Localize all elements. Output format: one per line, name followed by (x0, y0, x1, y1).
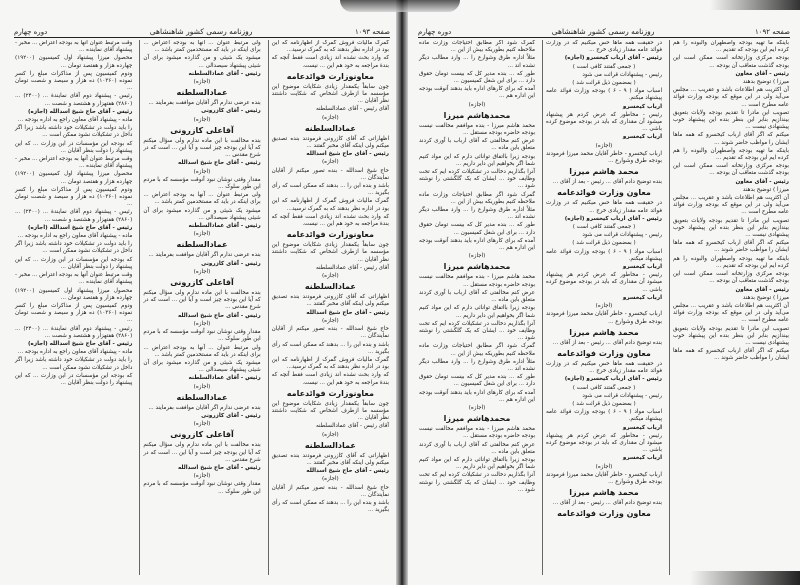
paragraph: گمرک شود اگر مطابق احتیاجات وزارت ماده ملاحظه کنیم بطوریکه بیش از این ... (419, 191, 535, 205)
paragraph: تصویب این مادرا تا تقدیم بودجه ولایات بتعویق بیندازیم بنابر این بنظر بنده این پیشنهاد خوب پیشنهادی نیست ... (673, 217, 789, 239)
speaker-line: رئیس - آقای ارباب کیخسرو (اجازه) (564, 55, 662, 62)
paragraph: میشود یک شیئی و من گذارده میشود برای آن شیئی پیشنهاد سیصدالی ... (143, 359, 261, 374)
paragraph: ولی مرتبط عنوان ... آنها به بودجه اعتراض ... برای اینکه در باید که مستخدمین کمتر باشد ... (143, 344, 261, 358)
paragraph: اسباب مواد ( ۹ - ۶ ) بودجه وزارت فوائد عامه پیشنهاد میکنم. (546, 88, 662, 102)
text-column (268, 40, 392, 575)
paragraph: چون سابقاً یکمقدار زیادی شکایات موضوع این مؤسسه ما ازطرف اشخاص که شکایت داشتند نظر آقایان ... (271, 83, 389, 105)
speaker-line: رئیس - آقای حاج شیخ اسدالله (اجازه) (28, 224, 133, 231)
paragraph: عرض کنم مخالفتی که آقای ارباب با آوری کردند متعلق باین ماده ... (419, 289, 535, 304)
paragraph: ماده - پیشنهاد آقای معاون راجع به اداره بودجه ... (17, 233, 133, 240)
speaker-line: رئیس - آقای کازرونی (201, 412, 261, 419)
speaker-line: رئیس - آقای ارباب کیخسرو (اجازه) (564, 215, 662, 222)
section-heading: آقاعلی کازرونی (170, 278, 234, 288)
paragraph: آنرا بگذاریم دخالت در تشکیلات کرده ایم که تحت وظایف خود ... ایشان که یک گلگشتی را نوشته شود ... (419, 320, 535, 342)
speaker-line: ارباب کیخسرو (622, 294, 662, 301)
paragraph: میکنم که اگر آقای ارباب کیخسرو که همه ماها ایشان را مواظب حاضر شوند ... (673, 132, 789, 146)
paragraph: طور که ... بنده مدیر کل که بیست تومان حقوق دارد ... برای این شغل کمیسیون ... (419, 374, 535, 388)
paragraph: محمد هاشم میرزا - بنده موافقم مخالفت نیست بودجه حاضره بودجه مستقل ... (419, 426, 535, 440)
paragraph: آنرا بگذاریم دخالت در تشکیلات کرده ایم که تحت وظایف خود ... ایشان که یک گلگشتی را نوشته شود ... (419, 169, 535, 190)
paragraph: حاج شیخ اسدالله - بنده تصور میکنم از آقایان نمایندگان ... (271, 484, 389, 498)
paragraph: آمده که برای کارهای اداره باید بدهند آنوقت بودجه این اداره هم ... (419, 86, 535, 100)
speaker-line: رئیس - آقای حاج شیخ اسدالله (306, 151, 389, 158)
speaker-line: رئیس - آقای حاج شیخ اسدالله (اجازه) (28, 108, 133, 115)
paragraph: ماده - پیشنهاد آقای معاون راجع به اداره بودجه ... (17, 349, 133, 356)
stage-note: (اجازه) (321, 317, 339, 324)
speaker-line: رئیس - آقای عمادالسلطنه (188, 223, 261, 230)
stage-note: ( بمضمون ذیل قرائت شد ) (572, 400, 636, 407)
paragraph: حاج شیخ اسدالله - بنده تصور میکنم از آقایان نمایندگان ... (271, 167, 389, 181)
text-column (139, 40, 263, 575)
binding-shadow (340, 0, 460, 12)
paragraph: مقدار وقتی نوشان نبود آنوقت مؤسسه که با مردم این طور سلوک ... (143, 329, 261, 343)
paragraph: اسباب مواد ( ۹ - ۶ ) بودجه وزارت فوائد عامه پیشنهاد میکنم. (546, 409, 662, 423)
paragraph: بنده مخالفت با این ماده ندارم ولی سؤال میکنم که آیا این بودجه چیز است و آیا این ... است که در شرع مقدس ... (143, 290, 261, 311)
stage-note: (اجازه) (595, 303, 613, 310)
column-container (416, 40, 792, 575)
speaker-line: رئیس - آقای کازرونی (201, 108, 261, 115)
paragraph: رئیس - پیشنهاد دوم آقای نمایندهٔ ... (۲۴۰۰) ... (۲۸۶۰) هفتهزار و هشتصد و شصت ... (15, 209, 133, 223)
speaker-line: رئیس - آقای حاج شیخ اسدالله (177, 312, 261, 319)
speaker-line: رئیس - آقای معاون (735, 70, 789, 77)
section-heading: معاون وزارت فوائدعامه (557, 509, 651, 519)
speaker-line: ارباب کیخسرو (622, 424, 662, 431)
paragraph: رئیس - پیشنهادات قرائت می شود (582, 71, 662, 78)
paragraph: بنده مخالفت با این ماده ندارم ولی سؤال میکنم که آیا این بودجه چیز است و آیا این ... است که در شرع مقدس ... (143, 442, 261, 463)
speaker-line: ارباب کیخسرو (622, 264, 662, 271)
stage-note: (اجازه) (193, 168, 211, 175)
paragraph: را باید دولت در تشکیلات خود داشته باشد زیرا اگر داخل در تشکیلات نشود ممکن است ... (15, 125, 133, 139)
text-column (669, 40, 792, 575)
paragraph: که وارد بحث نشده اند زیادی است فقط آنچه که بندهٔ مراجعه به خود هم این ... نیست. (271, 55, 389, 69)
paragraph: عرض کنم مخالفتی که آقای ارباب با آوری کردند متعلق باین ماده ... (419, 441, 535, 455)
paragraph: میشود یک شیئی و من گذارده میشود برای آن شیئی پیشنهاد سیصدالی ... (143, 207, 261, 221)
paragraph: ولی مرتبط عنوان ... آنها به بودجه اعتراض ... برای اینکه در باید که مستخدمین کمتر باشد ... (143, 192, 261, 206)
session-label: دوره چهارم (14, 28, 48, 36)
paragraph: آقای رئیس - آقای عمادالسلطنه (316, 106, 389, 113)
paragraph: ودوم کمیسیون پس از مذاکرات مبلغ را کسر نموده (۱۰۳۶۰) ده هزار و سیصد و شصت تومان ... (15, 186, 133, 208)
section-heading: عمادالسلطنه (304, 440, 356, 450)
section-heading: معاونوزارت فوائدعامه (286, 388, 374, 398)
text-column (12, 40, 135, 575)
paragraph: بودجه زیرا بااتفاق توانائی دارم که این مواد کنیم شما اگر بخواهیم این دایر داریم ... (419, 305, 535, 319)
paragraph: بودجه زیرا بااتفاق توانائی دارم که این مواد کنیم شما اگر بخواهیم این دایر داریم ... (419, 153, 535, 167)
paragraph: عرض کنم مخالفتی که آقای ارباب با آوری کردند متعلق باین ماده ... (419, 138, 535, 152)
stage-note: (اجازه) (321, 114, 339, 121)
paragraph: تصویب این مادرا تا تقدیم بودجه ولایات بتعویق بیندازیم بنابر این بنظر بنده این پیشنهاد خوب پیشنهادی نیست ... (673, 325, 789, 346)
paragraph: گمرک مالیات فروش گمرک از اظهارنامه که این بود در اداره نظر بدهند که به گمرک نرسید... (271, 356, 389, 371)
paragraph: آن اکثریت هم اطلاعات باشد و عقریب ... مجلس می‌آید ولی در این موقع که بودجه وزارت فوائد عامه مطرح است ... (673, 302, 789, 324)
page-1092 (404, 0, 800, 585)
paragraph: رئیس - پیشنهاد دوم آقای نمایندهٔ ... (۲۴۰۰) ... (۲۸۶۰) هفتهزار و هشتصد و شصت ... (15, 325, 133, 339)
paragraph: مقدار وقتی نوشان نبود آنوقت مؤسسه که با مردم این طور سلوک ... (143, 481, 261, 495)
speaker-line: رئیس - آقای معاون (735, 178, 789, 185)
section-heading: محمد هاشم میرزا (569, 167, 639, 177)
section-heading: محمدهاشم میرزا (443, 414, 511, 424)
paragraph: تصویب این مادرا تا تقدیم بودجه ولایات بتعویق بیندازیم بنابر این بنظر بنده این پیشنهاد خوب پیشنهادی نیست ... (673, 109, 789, 131)
stage-note: ( بمضمون ذیل قرائت شد ) (572, 240, 636, 247)
paragraph: باشد و بنده این را ... بدهند که ممکن است که رأی بگیرید ... (271, 499, 389, 514)
paragraph: را باید دولت در تشکیلات خود داشته باشد زیرا اگر داخل در تشکیلات نشود ممکن است ... (15, 357, 133, 371)
paragraph: مثلاً اداره طرق وشوارع را ... وارد مطالب دیگر نشده اند ... (419, 358, 535, 372)
paragraph: بودجه زیرا بااتفاق توانائی دارم که این مواد کنیم شما اگر بخواهیم این دایر داریم ... (419, 456, 535, 471)
section-heading: محمد هاشم میرزا (569, 488, 639, 498)
paragraph: رئیس - مخاطور که عرض کردم هر پیشنهاد میشود آن مقداری که باید در بودجه موضوع کرده باشی ... (546, 432, 662, 454)
paragraph: آنرا بگذاریم دخالت در تشکیلات کرده ایم که تحت وظایف خود ... ایشان که یک گلگشتی را نوشته شود ... (419, 472, 535, 493)
paragraph: مثلاً اداره طرق وشوارع را ... وارد مطالب دیگر نشده اند ... (419, 55, 535, 69)
paragraph: آن اکثریت هم اطلاعات باشد و عقریب ... مجلس می‌آید ولی در این موقع که بودجه وزارت فوائد عامه مطرح است ... (673, 87, 789, 108)
scan-shadow (690, 571, 800, 585)
section-heading: معاونوزارت فوائدعامه (286, 230, 374, 240)
speaker-line: ارباب کیخسرو (622, 455, 662, 462)
paragraph: رئیس - مخاطور که عرض کردم هر پیشنهاد میشود آن مقداری که باید در بودجه موضوع کرده باشی ... (546, 272, 662, 293)
scan-shadow (710, 0, 800, 10)
page-header (14, 22, 390, 38)
stage-note: (اجازه) (193, 268, 211, 275)
speaker-line: رئیس - آقای کازرونی (201, 260, 261, 267)
paragraph: باینکه ما تهیه بودجه واصطهران والبوده را هم کرده ایم این بودجه که تقدیم ... (673, 147, 789, 162)
paragraph: محمد هاشم میرزا - بنده موافقم مخالفت نیست بودجه حاضره بودجه مستقل ... (419, 274, 535, 288)
paragraph: که بودجه این مؤسسات در این وزارت ... که این پیشنهاد را دولت بنظر آقایان ... (15, 256, 133, 270)
paragraph: در حقیقت همه ماها حس میکنیم که در وزارت فوائد عامه مقدار زیادی خرج ... (546, 40, 662, 54)
paragraph: وقت مرتبط عنوان آنها به بودجه اعتراض ... مخبر - پیشنهاد آقای نماینده ... (15, 156, 133, 170)
paragraph: اظهاراتی که آقای کازرونی فرمودند بنده تصدیق میکنم ولی اینکه آقای مخبر گفتند ... (271, 452, 389, 466)
paragraph: رئیس - پیشنهادات قرائت می شود (582, 232, 662, 239)
paragraph: میکنم که اگر آقای ارباب کیخسرو که همه ماها ایشان را مواظب حاضر شوند ... (673, 348, 789, 362)
paragraph: بنده عرضی ندارم اگر آقایان موافقت بفرمایند ... (148, 100, 261, 107)
paragraph: آن اکثریت هم اطلاعات باشد و عقریب ... مجلس می‌آید ولی در این موقع که بودجه وزارت فوائد عامه مطرح است ... (673, 195, 789, 216)
gazette-title: روزنامه رسمی کشور شاهنشاهی (551, 27, 655, 36)
paragraph: باشد و بنده این را ... بدهند که ممکن است که رأی بگیرید ... (271, 341, 389, 355)
page-number: صفحه ۱۰۹۲ (754, 28, 790, 36)
speaker-line: رئیس - آقای عمادالسلطنه (188, 70, 261, 77)
stage-note: ( جمعی گفتند کافی است ) (572, 384, 636, 391)
speaker-line: رئیس - آقای حاج شیخ اسدالله (اجازه) (28, 340, 133, 347)
paragraph: گمرک مالیات فروش گمرک از اظهارنامه که این بود در اداره نظر بدهند که به گمرک نرسید... (271, 40, 389, 54)
paragraph: آقای رئیس - آقای عمادالسلطنه (316, 423, 389, 430)
paragraph: ارباب کیخسرو - خاطر آقایان محمد میرزا فرمودند بودجه طرق وشوارع ... (546, 311, 662, 325)
gazette-title: روزنامه رسمی کشور شاهنشاهی (149, 27, 253, 36)
paragraph: میکنم که اگر آقای ارباب کیخسرو که همه ماها ایشان را مواظب حاضر شوند ... (673, 240, 789, 254)
paragraph: ودوم کمیسیون پس از مذاکرات مبلغ را کسر نموده (۱۰۳۶۰) ده هزار و سیصد و شصت تومان ... (15, 302, 133, 324)
paragraph: اسباب مواد ( ۹ - ۶ ) بودجه وزارت فوائد عامه پیشنهاد میکنم. (546, 248, 662, 262)
paragraph: را باید دولت در تشکیلات خود داشته باشد زیرا اگر داخل در تشکیلات نشود ممکن است ... (15, 241, 133, 255)
column-container (12, 40, 392, 575)
paragraph: در حقیقت همه ماها حس میکنیم که در وزارت فوائد عامه مقدار زیادی خرج ... (546, 200, 662, 214)
section-heading: محمدهاشم میرزا (443, 262, 511, 272)
section-heading: معاون وزارت فوائدعامه (557, 348, 651, 358)
section-heading: عمادالسلطنه (176, 240, 228, 250)
stage-note: (اجازه) (193, 79, 211, 86)
paragraph: وقت مرتبط عنوان آنها به بودجه اعتراض ... مخبر - پیشنهاد آقای نماینده ... (15, 272, 133, 286)
stage-note: (اجازه) (321, 273, 339, 280)
speaker-line: رئیس - آقای حاج شیخ اسدالله (306, 468, 389, 475)
paragraph: بودجه مرکزی وزارتخانه است ممکن است این بودجه گذشت متعاقب آن بودجه ... (673, 55, 789, 69)
stage-note: ( جمعی گفتند کافی است ) (572, 224, 636, 231)
book-gutter (396, 0, 408, 585)
paragraph: مقدار وقتی نوشان نبود آنوقت مؤسسه که با مردم این طور سلوک ... (143, 176, 261, 191)
paragraph: بنده عرضی ندارم اگر آقایان موافقت بفرمایند ... (148, 252, 261, 259)
stage-note: (اجازه) (468, 404, 486, 411)
speaker-line: رئیس - آقای حاج شیخ اسدالله (177, 160, 261, 167)
paragraph: اظهاراتی که آقای کازرونی فرمودند بنده تصدیق میکنم ولی اینکه آقای مخبر گفتند ... (271, 294, 389, 308)
stage-note: (اجازه) (321, 476, 339, 483)
paragraph: ولی مرتبط عنوان ... آنها به بودجه اعتراض ... برای اینکه در باید که مستخدمین کمتر باشد ... (143, 40, 261, 54)
paragraph: مثلاً اداره طرق وشوارع را ... وارد مطالب دیگر نشده اند ... (419, 207, 535, 221)
paragraph: بودجه مرکزی وزارتخانه است ممکن است این بودجه گذشت متعاقب آن بودجه ... (673, 163, 789, 177)
stage-note: (اجازه) (468, 101, 486, 108)
section-heading: آقاعلی کازرونی (170, 430, 234, 440)
paragraph: بنده توضیح دادم آقای ... رئیس - بعد از آقای ... (552, 500, 662, 507)
paragraph: وقت مرتبط عنوان آنها به بودجه اعتراض ... مخبر - پیشنهاد آقای نماینده ... (15, 40, 133, 54)
speaker-line: رئیس - آقای عمادالسلطنه (188, 375, 261, 382)
section-heading: معاون وزارت فوائدعامه (557, 188, 651, 198)
paragraph: ماده - پیشنهاد آقای معاون راجع به اداره بودجه ... (17, 117, 133, 124)
paragraph: ارباب کیخسرو - خاطر آقایان محمد میرزا فرمودند بودجه طرق وشوارع ... (546, 150, 662, 165)
paragraph: بنده توضیح دادم آقای ... رئیس - بعد از آقای ... (552, 339, 662, 346)
speaker-line: رئیس - آقای معاون (735, 286, 789, 293)
paragraph: میرزا ) توضیح بدهند (742, 79, 789, 86)
stage-note: (اجازه) (321, 159, 339, 166)
paragraph: در حقیقت همه ماها حس میکنیم که در وزارت فوائد عامه مقدار زیادی خرج ... (546, 360, 662, 375)
stage-note: (اجازه) (468, 253, 486, 260)
paragraph: اظهاراتی که آقای کازرونی فرمودند بنده تصدیق میکنم ولی اینکه آقای مخبر گفتند ... (271, 135, 389, 150)
paragraph: میرزا ) توضیح بدهند (742, 186, 789, 193)
stage-note: (اجازه) (193, 116, 211, 123)
paragraph: محصول میرزا پیشنهاد اول کمیسیون (۱۹۲۰۰) چهارده هزار و هفتصد تومان ... (15, 55, 133, 69)
paragraph: بنده مخالفت با این ماده ندارم ولی سؤال میکنم که آیا این بودجه چیز است و آیا این ... است که در شرع مقدس ... (143, 137, 261, 159)
stage-note: ( جمعی گفتند کافی است ) (572, 63, 636, 70)
speaker-line: ارباب کیخسرو (622, 134, 662, 141)
paragraph: بودجه مرکزی وزارتخانه است ممکن است این بودجه گذشت متعاقب آن بودجه ... (673, 271, 789, 285)
speaker-line: رئیس - آقای حاج شیخ اسدالله (306, 309, 389, 316)
page-number: صفحه ۱۰۹۳ (354, 28, 390, 36)
paragraph: آقای رئیس - آقای عمادالسلطنه (316, 264, 389, 271)
stage-note: (اجازه) (321, 431, 339, 438)
section-heading: عمادالسلطنه (176, 88, 228, 98)
section-heading: محمدهاشم میرزا (443, 110, 511, 120)
speaker-line: رئیس - آقای ارباب کیخسرو (اجازه) (564, 376, 662, 383)
paragraph: باینکه ما تهیه بودجه واصطهران والبوده را هم کرده ایم این بودجه که تقدیم ... (673, 40, 789, 54)
paragraph: رئیس - پیشنهاد دوم آقای نمایندهٔ ... (۲۴۰۰) ... (۲۸۶۰) هفتهزار و هشتصد و شصت ... (15, 93, 133, 107)
paragraph: میرزا ) توضیح بدهند (742, 294, 789, 301)
paragraph: بنده عرضی ندارم اگر آقایان موافقت بفرمایند ... (148, 404, 261, 411)
paragraph: ودوم کمیسیون پس از مذاکرات مبلغ را کسر نموده (۱۰۳۶۰) ده هزار و سیصد و شصت تومان ... (15, 70, 133, 92)
paragraph: رئیس - مخاطور که عرض کردم هر پیشنهاد میشود آن مقداری که باید در بودجه موضوع کرده باشی ... (546, 111, 662, 133)
section-heading: معاونوزارت فوائدعامه (286, 71, 374, 81)
speaker-line: رئیس - آقای حاج شیخ اسدالله (177, 464, 261, 471)
paragraph: باینکه ما تهیه بودجه واصطهران والبوده را هم کرده ایم این بودجه که تقدیم ... (673, 255, 789, 269)
paragraph: چون سابقاً یکمقدار زیادی شکایات موضوع این مؤسسه ما ازطرف اشخاص که شکایت داشتند نظر آقایان ... (271, 242, 389, 263)
section-heading: عمادالسلطنه (304, 123, 356, 133)
paragraph: که وارد بحث نشده اند زیادی است فقط آنچه که بندهٔ مراجعه به خود هم این ... نیست. (271, 372, 389, 386)
paragraph: محصول میرزا پیشنهاد اول کمیسیون (۱۹۲۰۰) چهارده هزار و هفتصد تومان ... (15, 287, 133, 301)
stage-note: (اجازه) (193, 383, 211, 390)
page-header (418, 22, 790, 38)
paragraph: محمد هاشم میرزا - بنده موافقم مخالفت نیست بودجه حاضره بودجه مستقل ... (419, 122, 535, 137)
paragraph: که بودجه این مؤسسات در این وزارت ... که این پیشنهاد را دولت بنظر آقایان ... (15, 140, 133, 154)
section-heading: عمادالسلطنه (304, 282, 356, 292)
session-label: دوره چهارم (418, 28, 452, 36)
paragraph: طور که ... بنده مدیر کل که بیست تومان حقوق دارد ... برای این شغل کمیسیون ... (419, 70, 535, 85)
paragraph: گمرک شود اگر مطابق احتیاجات وزارت ماده ملاحظه کنیم بطوریکه بیش از این ... (419, 40, 535, 54)
paragraph: آمده که برای کارهای اداره باید بدهند آنوقت بودجه این اداره هم ... (419, 389, 535, 403)
paragraph: گمرک شود اگر مطابق احتیاجات وزارت ماده ملاحظه کنیم بطوریکه بیش از این ... (419, 343, 535, 357)
text-column (542, 40, 665, 575)
paragraph: رئیس - پیشنهادات قرائت می شود (582, 392, 662, 399)
section-heading: محمد هاشم میرزا (569, 327, 639, 337)
paragraph: طور که ... بنده مدیر کل که بیست تومان حقوق دارد ... برای این شغل کمیسیون ... (419, 222, 535, 236)
section-heading: آقاعلی کازرونی (170, 125, 234, 135)
paragraph: حاج شیخ اسدالله - بنده تصور میکنم از آقایان نمایندگان ... (271, 326, 389, 340)
text-column (416, 40, 538, 575)
paragraph: چون سابقاً یکمقدار زیادی شکایات موضوع این مؤسسه ما ازطرف اشخاص که شکایت داشتند نظر آقایان ... (271, 400, 389, 422)
paragraph: میشود یک شیئی و من گذارده میشود برای آن شیئی پیشنهاد سیصدالی ... (143, 55, 261, 69)
paragraph: ارباب کیخسرو - خاطر آقایان محمد میرزا فرمودند بودجه طرق وشوارع ... (546, 471, 662, 485)
section-heading: عمادالسلطنه (176, 392, 228, 402)
paragraph: که بودجه این مؤسسات در این وزارت ... که این پیشنهاد را دولت بنظر آقایان ... (15, 372, 133, 386)
paragraph: آمده که برای کارهای اداره باید بدهند آنوقت بودجه این اداره هم ... (419, 237, 535, 252)
speaker-line: ارباب کیخسرو (622, 103, 662, 110)
paragraph: که وارد بحث نشده اند زیادی است فقط آنچه که بندهٔ مراجعه به خود هم این ... نیست. (271, 213, 389, 228)
stage-note: ( بمضمون ذیل قرائت شد ) (572, 80, 636, 87)
stage-note: (اجازه) (595, 142, 613, 149)
stage-note: (اجازه) (193, 320, 211, 327)
stage-note: (اجازه) (595, 463, 613, 470)
paragraph: گمرک مالیات فروش گمرک از اظهارنامه که این بود در اداره نظر بدهند که به گمرک نرسید... (271, 198, 389, 212)
stage-note: (اجازه) (193, 421, 211, 428)
paragraph: محصول میرزا پیشنهاد اول کمیسیون (۱۹۲۰۰) چهارده هزار و هفتصد تومان ... (15, 171, 133, 185)
paragraph: بنده توضیح دادم آقای ... رئیس - بعد از آقای ... (552, 179, 662, 186)
stage-note: (اجازه) (193, 231, 211, 238)
stage-note: (اجازه) (193, 473, 211, 480)
paragraph: باشد و بنده این را ... بدهند که ممکن است که رأی بگیرید ... (271, 183, 389, 197)
